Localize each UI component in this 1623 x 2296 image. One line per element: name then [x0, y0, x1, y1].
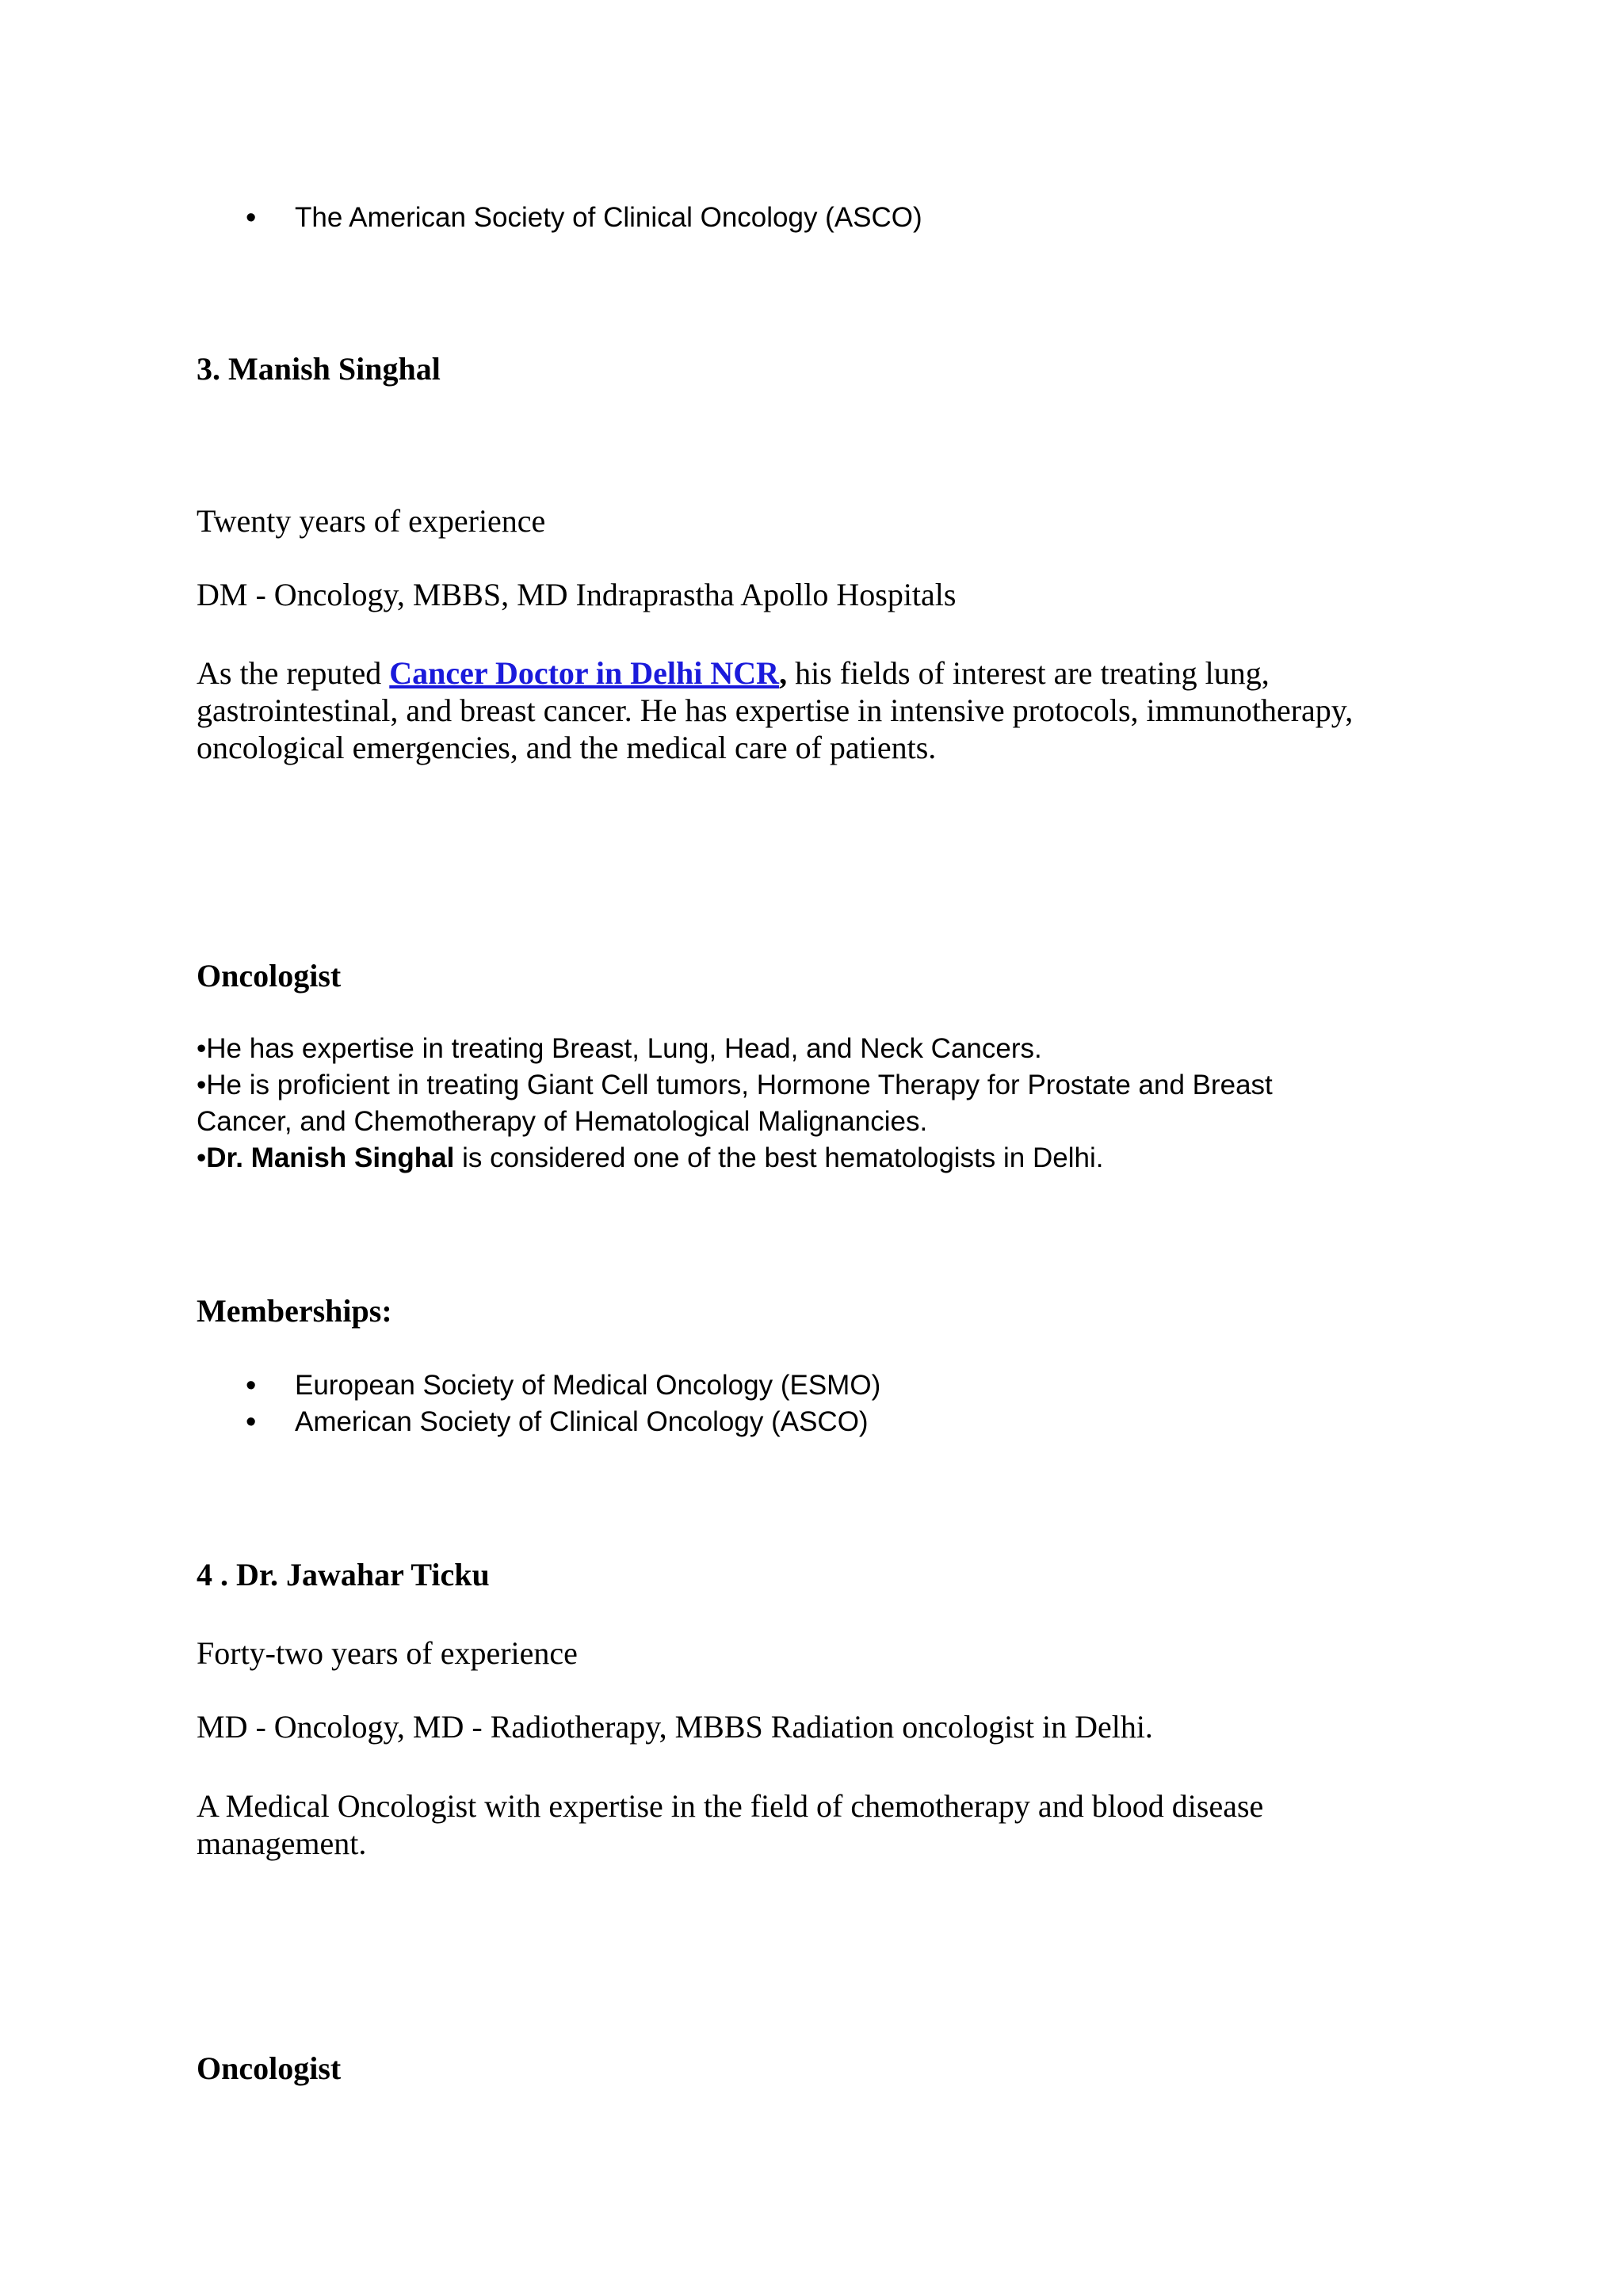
- memberships-heading: Memberships:: [197, 1293, 392, 1329]
- list-item: [197, 1140, 1369, 1177]
- experience-text: Forty-two years of experience: [197, 1635, 578, 1671]
- bullet-icon: •: [197, 1070, 207, 1100]
- list-item-text: He has expertise in treating Breast, Lung, Head, and Neck Cancers.: [206, 1033, 1042, 1064]
- bullet-icon: •: [246, 1369, 257, 1402]
- description-comma: ,: [779, 655, 788, 691]
- doctor-heading: 3. Manish Singhal: [197, 351, 441, 387]
- doctor-name-bold: Dr. Manish Singhal: [206, 1142, 455, 1173]
- bullet-icon: •: [197, 1033, 207, 1064]
- oncologist-points: [197, 1031, 1369, 1177]
- oncologist-heading: Oncologist: [197, 958, 342, 994]
- oncologist-heading: Oncologist: [197, 2050, 342, 2086]
- cancer-doctor-link[interactable]: Cancer Doctor in Delhi NCR: [389, 655, 780, 691]
- qualifications-text: MD - Oncology, MD - Radiotherapy, MBBS Radiation oncologist in Delhi.: [197, 1709, 1153, 1745]
- list-item-text: He is proficient in treating Giant Cell tumors, Hormone Therapy for Prostate and Breast Cancer, and Chemotherapy of Hematological Malignancies.: [197, 1070, 1273, 1137]
- bullet-icon: •: [246, 1405, 257, 1439]
- list-item: [197, 1031, 1369, 1067]
- list-item-text: The American Society of Clinical Oncology (ASCO): [295, 202, 922, 233]
- bullet-icon: •: [246, 201, 257, 235]
- description-paragraph: [197, 654, 1433, 766]
- bullet-icon: •: [197, 1142, 207, 1173]
- experience-text: Twenty years of experience: [197, 503, 546, 539]
- list-item: [197, 1067, 1369, 1140]
- qualifications-text: DM - Oncology, MBBS, MD Indraprastha Apollo Hospitals: [197, 577, 957, 612]
- list-item-text: is considered one of the best hematologists in Delhi.: [454, 1142, 1104, 1173]
- description-suffix: his fields of interest are treating lung, gastrointestinal, and breast cancer. He has expertise in intensive protocols, immunotherapy, oncological emergencies, and the medical care of patients.: [197, 655, 1354, 765]
- description-paragraph: A Medical Oncologist with expertise in the field of chemotherapy and blood disease management.: [197, 1788, 1264, 1861]
- doctor-heading: 4 . Dr. Jawahar Ticku: [197, 1557, 490, 1592]
- list-item-text: American Society of Clinical Oncology (ASCO): [295, 1406, 869, 1437]
- list-item-text: European Society of Medical Oncology (ESMO): [295, 1370, 881, 1401]
- description-prefix: As the reputed: [197, 655, 390, 691]
